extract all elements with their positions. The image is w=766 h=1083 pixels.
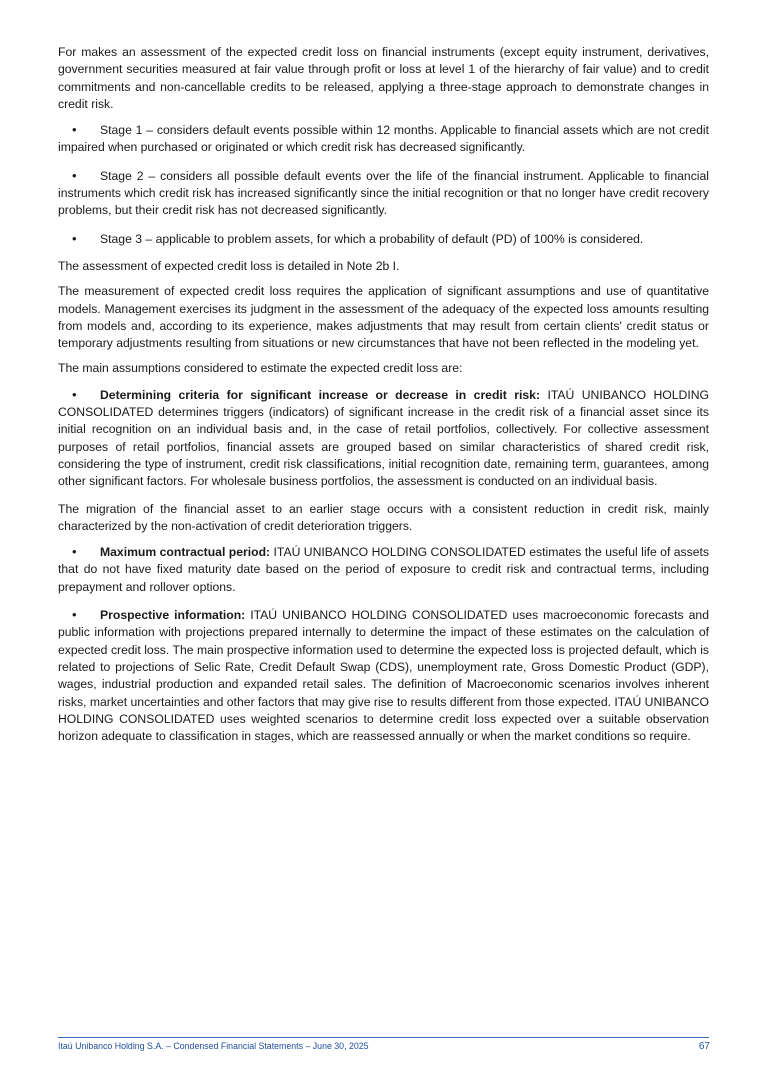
prospective-text: ITAÚ UNIBANCO HOLDING CONSOLIDATED uses macroeconomic forecasts and public information with projections prepared internally to determine the impact of these estimates on the calculation of expected credit loss. The main prospective information used to determine the expected loss is projected default, which is related to projections of Selic Rate, Credit Default Swap (CDS), unemployment rate, Gross Domestic Product (GDP), wages, industrial production and expanded retail sales. The definition of Macroeconomic scenarios involves inherent risks, market uncertainties and other factors that may give rise to results different from those expected. ITAÚ UNIBANCO HOLDING CONSOLIDATED uses weighted scenarios to determine credit loss expected over a suitable observation horizon adequate to classification in stages, which are reassessed annually or when the market conditions so require. <box>58 608 709 744</box>
footer-document-title: Itaú Unibanco Holding S.A. – Condensed Financial Statements – June 30, 2025 <box>58 1041 369 1051</box>
assumptions-intro: The main assumptions considered to estimate the expected credit loss are: <box>58 361 463 376</box>
stage-1-item <box>58 121 709 157</box>
prospective-item <box>58 606 709 745</box>
stage-2-text: Stage 2 – considers all possible default events over the life of the financial instrument. Applicable to financial instruments which credit risk has increased significantly since the initial recognition or that no longer have credit recovery problems, but their credit risk has not decreased significantly. <box>58 168 709 218</box>
bullet-icon: • <box>72 122 77 138</box>
bullet-icon: • <box>72 230 77 246</box>
document-body <box>58 44 709 755</box>
bullet-icon: • <box>72 544 77 560</box>
migration-paragraph: The migration of the financial asset to an earlier stage occurs with a consistent reduction in credit risk, mainly characterized by the non-activation of credit deterioration triggers. <box>58 501 709 533</box>
bullet-icon: • <box>72 386 77 402</box>
page-number: 67 <box>698 1041 710 1052</box>
prospective-title: Prospective information: <box>100 608 246 623</box>
stage-1-text: Stage 1 – considers default events possible within 12 months. Applicable to financial assets which are not credit impaired when purchased or originated or which credit risk has decreased significantly. <box>58 123 709 155</box>
bullet-icon: • <box>72 167 77 183</box>
stage-3-text: Stage 3 – applicable to problem assets, for which a probability of default (PD) of 100% is considered. <box>100 231 644 246</box>
footer-divider <box>58 1037 709 1038</box>
max-period-title: Maximum contractual period: <box>100 545 271 560</box>
criteria-text: ITAÚ UNIBANCO HOLDING CONSOLIDATED determines triggers (indicators) of significant increase in the credit risk of a financial asset since its initial recognition on an individual basis and, in the case of retail portfolios, collectively. For collective assessment purposes of retail portfolios, financial assets are grouped based on similar characteristics of shared credit risk, considering the type of instrument, credit risk classifications, initial recognition date, remaining term, guarantees, among other significant factors. For wholesale business portfolios, the assessment is conducted on an individual basis. <box>58 387 709 489</box>
assessment-note: The assessment of expected credit loss is detailed in Note 2b I. <box>58 258 400 273</box>
max-period-text: ITAÚ UNIBANCO HOLDING CONSOLIDATED estimates the useful life of assets that do not have fixed maturity date based on the period of exposure to credit risk and contractual terms, including prepayment and rollover options. <box>58 545 709 594</box>
max-period-item <box>58 543 709 596</box>
measurement-paragraph: The measurement of expected credit loss requires the application of significant assumptions and use of quantitative models. Management exercises its judgment in the assessment of the adequacy of the expected loss amounts resulting from models and, according to its experience, makes adjustments that may result from certain clients' credit status or temporary adjustments resulting from situations or new circumstances that have not been reflected in the modeling yet. <box>58 284 709 351</box>
stage-3-item <box>58 230 709 248</box>
stage-2-item <box>58 167 709 220</box>
bullet-icon: • <box>72 607 77 623</box>
intro-paragraph: For makes an assessment of the expected credit loss on financial instruments (except equity instrument, derivatives, government securities measured at fair value through profit or loss at level 1 of the hierarchy of fair value) and to credit commitments and non-cancellable credits to be released, applying a three-stage approach to demonstrate changes in credit risk. <box>58 45 709 111</box>
criteria-item <box>58 386 709 491</box>
criteria-title: Determining criteria for significant increase or decrease in credit risk: <box>100 387 541 402</box>
